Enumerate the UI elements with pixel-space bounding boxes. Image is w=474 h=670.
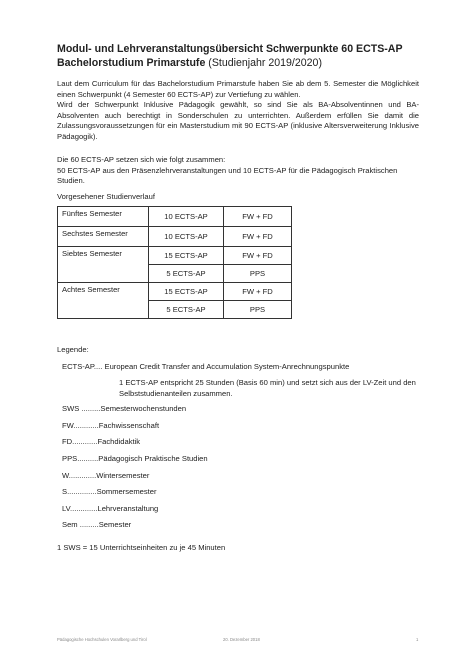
table-row: [58, 207, 292, 227]
composition-line-1: Die 60 ECTS-AP setzen sich wie folgt zusammen:: [57, 155, 226, 164]
intro-section: [57, 79, 419, 143]
legend-term: SWS .........: [62, 404, 101, 413]
title-program: Bachelorstudium Primarstufe: [57, 57, 206, 69]
ects-cell: 10 ECTS-AP: [149, 207, 224, 227]
legend-term: ECTS-AP....: [62, 362, 103, 371]
footer-page-number: 1: [416, 637, 419, 642]
ects-note: 1 ECTS-AP entspricht 25 Stunden (Basis 60 min) und setzt sich aus der LV-Zeit und den Selbststudienanteilen zusammen.: [119, 378, 416, 398]
ects-cell: 15 ECTS-AP: [149, 283, 224, 301]
legend-term: Sem .........: [62, 520, 99, 529]
type-cell: FW + FD: [224, 283, 292, 301]
legend-definition: European Credit Transfer and Accumulation System-Anrechnungspunkte: [104, 362, 350, 371]
legend-item-s: [62, 487, 157, 498]
legend-item-fw: [62, 421, 159, 432]
semester-cell: Siebtes Semester: [58, 247, 149, 283]
legend-item-w: [62, 471, 149, 482]
legend-item-lv: [62, 504, 158, 515]
legend-term: S..............: [62, 487, 97, 496]
type-cell: FW + FD: [224, 227, 292, 247]
intro-paragraph-2: Wird der Schwerpunkt Inklusive Pädagogik gewählt, so sind Sie als BA-Absolventinnen und BA-Absolventen auch berechtigt in Sonderschulen zu unterrichten. Außerdem erfüllen Sie damit die Zulassungsvoraussetzungen für ein Masterstudium mit 90 ECTS-AP (inklusive Altersverweiterung Inklusive Pädagogik).: [57, 100, 419, 141]
legend-definition: Wintersemester: [96, 471, 150, 480]
legend-item-fd: [62, 437, 140, 448]
ects-cell: 5 ECTS-AP: [149, 265, 224, 283]
plan-heading: Vorgesehener Studienverlauf: [57, 192, 155, 201]
ects-cell: 5 ECTS-AP: [149, 301, 224, 319]
intro-paragraph-1: Laut dem Curriculum für das Bachelorstudium Primarstufe haben Sie ab dem 5. Semester die Möglichkeit einen Schwerpunkt (4 Semester 60 ECTS-AP) zur Vertiefung zu wählen.: [57, 79, 419, 99]
title-line-2: [57, 56, 427, 70]
legend-term: LV.............: [62, 504, 98, 513]
legend-definition: Fachwissenschaft: [98, 421, 160, 430]
legend-term: FW............: [62, 421, 99, 430]
legend-term: PPS..........: [62, 454, 99, 463]
legend-definition: Semesterwochenstunden: [100, 404, 187, 413]
legend-definition: Sommersemester: [96, 487, 157, 496]
legend-item-pps: [62, 454, 208, 465]
type-cell: FW + FD: [224, 247, 292, 265]
title-year: (Studienjahr 2019/2020): [205, 57, 322, 69]
title-line-1: Modul- und Lehrveranstaltungsübersicht Schwerpunkte 60 ECTS-AP: [57, 43, 403, 55]
semester-cell: Sechstes Semester: [58, 227, 149, 247]
footer-institution: Pädagogische Hochschulen Vorarlberg und Tirol: [57, 637, 147, 642]
footer-date: 20. Dezember 2018: [223, 637, 260, 642]
legend-item-sws: [62, 404, 186, 415]
study-plan-table: [57, 206, 292, 319]
composition-section: [57, 155, 419, 187]
legend-item-ects: [62, 362, 349, 373]
table-row: [58, 247, 292, 265]
legend-definition: Fachdidaktik: [97, 437, 141, 446]
sws-note: 1 SWS = 15 Unterrichtseinheiten zu je 45 Minuten: [57, 543, 226, 552]
legend-term: FD............: [62, 437, 98, 446]
legend-definition: Semester: [98, 520, 132, 529]
legend-definition: Lehrveranstaltung: [97, 504, 159, 513]
table-row: [58, 227, 292, 247]
legend-definition: Pädagogisch Praktische Studien: [98, 454, 208, 463]
type-cell: PPS: [224, 265, 292, 283]
table-row: [58, 283, 292, 301]
semester-cell: Fünftes Semester: [58, 207, 149, 227]
composition-line-2: 50 ECTS-AP aus den Präsenzlehrveranstaltungen und 10 ECTS-AP für die Pädagogisch Praktischen Studien.: [57, 165, 398, 186]
legend-item-sem: [62, 520, 131, 531]
legend-title: Legende:: [57, 345, 89, 354]
legend-term: W.............: [62, 471, 97, 480]
semester-cell: Achtes Semester: [58, 283, 149, 319]
ects-cell: 15 ECTS-AP: [149, 247, 224, 265]
document-title: [57, 42, 427, 70]
type-cell: FW + FD: [224, 207, 292, 227]
ects-cell: 10 ECTS-AP: [149, 227, 224, 247]
type-cell: PPS: [224, 301, 292, 319]
